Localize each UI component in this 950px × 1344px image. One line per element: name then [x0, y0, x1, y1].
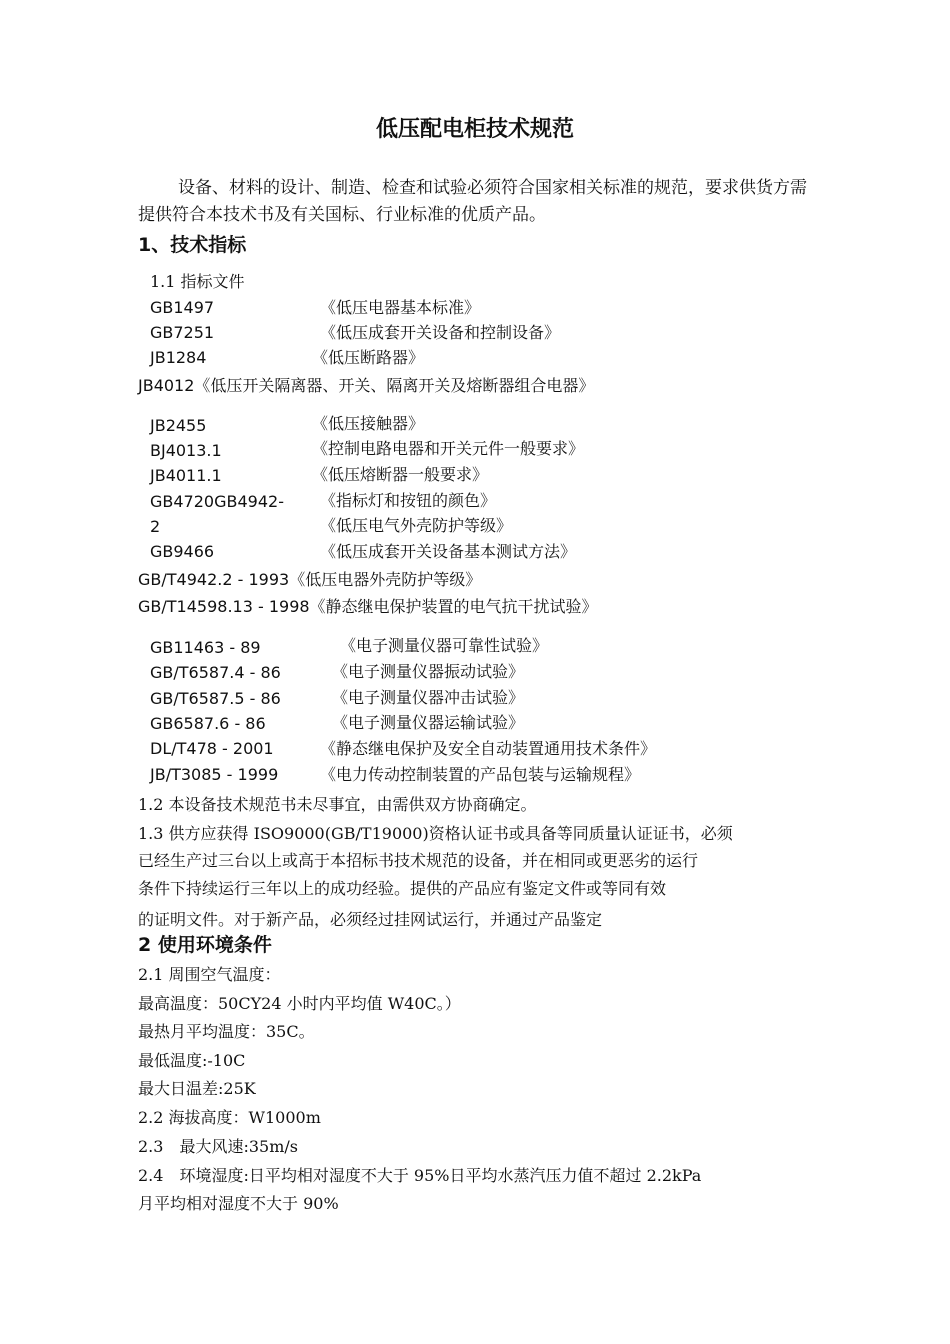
item-1-3-line: 的证明文件。对于新产品，必须经过挂网试运行，并通过产品鉴定 [138, 910, 603, 929]
standard-name: 《电子测量仪器冲击试验》 [332, 688, 525, 707]
standard-line: GB/T14598.13 - 1998《静态继电保护装置的电气抗干扰试验》 [138, 597, 598, 616]
standard-code: GB/T6587.4 - 86 [150, 663, 281, 682]
env-line: 2.2 海拔高度：W1000m [138, 1108, 321, 1127]
standard-code: GB9466 [150, 542, 215, 561]
section-1-heading: 1、技术指标 [138, 234, 247, 256]
section-2-heading: 2 使用环境条件 [138, 934, 272, 956]
document-title: 低压配电柜技术规范 [375, 117, 574, 142]
subsection-1-1: 1.1 指标文件 [150, 272, 245, 291]
env-line: 2.4 环境湿度:日平均相对湿度不大于 95%日平均水蒸汽压力值不超过 2.2kPa [138, 1166, 702, 1185]
standard-line: JB4012《低压开关隔离器、开关、隔离开关及熔断器组合电器》 [138, 376, 595, 395]
standard-name: 《低压熔断器一般要求》 [312, 465, 489, 484]
standard-code: JB2455 [150, 416, 207, 435]
item-1-2: 1.2 本设备技术规范书未尽事宜，由需供双方协商确定。 [138, 795, 537, 814]
env-line: 最热月平均温度：35C。 [138, 1022, 315, 1041]
standard-name: 《指标灯和按钮的颜色》 [320, 491, 497, 510]
standard-name: 《电子测量仪器振动试验》 [332, 662, 525, 681]
standard-name: 《低压成套开关设备和控制设备》 [320, 323, 561, 342]
standard-name: 《电子测量仪器运输试验》 [332, 713, 525, 732]
standard-name: 《电力传动控制装置的产品包装与运输规程》 [320, 765, 641, 784]
env-line: 2.3 最大风速:35m/s [138, 1137, 298, 1156]
env-line: 月平均相对湿度不大于 90% [138, 1194, 339, 1213]
standard-name: 《低压断路器》 [312, 348, 425, 367]
standard-name: 《低压成套开关设备基本测试方法》 [320, 542, 577, 561]
standard-name: 《低压电器基本标准》 [320, 298, 481, 317]
item-1-3-line: 已经生产过三台以上或高于本招标书技术规范的设备，并在相同或更恶劣的运行 [138, 851, 699, 870]
standard-code: GB11463 - 89 [150, 638, 261, 657]
standard-code: DL/T478 - 2001 [150, 739, 274, 758]
intro-paragraph: 设备、材料的设计、制造、检查和试验必须符合国家相关标准的规范，要求供货方需提供符合本技术书及有关国标、行业标准的优质产品。 [138, 178, 807, 225]
standard-code: GB/T6587.5 - 86 [150, 689, 281, 708]
standard-name: 《低压电气外壳防护等级》 [320, 516, 513, 535]
env-line: 最低温度:-10C [138, 1051, 246, 1070]
standard-code: GB6587.6 - 86 [150, 714, 266, 733]
env-line: 最高温度：50CY24 小时内平均值 W40C。） [138, 994, 461, 1013]
standard-code: GB4720GB4942- [150, 492, 284, 511]
standard-name: 《静态继电保护及安全自动装置通用技术条件》 [320, 739, 657, 758]
standard-code: JB/T3085 - 1999 [150, 765, 279, 784]
standard-line: GB/T4942.2 - 1993《低压电器外壳防护等级》 [138, 570, 482, 589]
standard-name: 《控制电路电器和开关元件一般要求》 [312, 439, 585, 458]
env-line: 2.1 周围空气温度： [138, 965, 281, 984]
standard-code: JB4011.1 [150, 466, 222, 485]
env-line: 最大日温差:25K [138, 1079, 256, 1098]
standard-code: 2 [150, 517, 161, 536]
item-1-3-line: 条件下持续运行三年以上的成功经验。提供的产品应有鉴定文件或等同有效 [138, 879, 667, 898]
standard-code: JB1284 [150, 348, 207, 367]
standard-code: GB1497 [150, 298, 215, 317]
item-1-3-line: 1.3 供方应获得 ISO9000(GB/T19000)资格认证书或具备等同质量认证证书，必须 [138, 824, 733, 843]
standard-code: GB7251 [150, 323, 215, 342]
standard-code: BJ4013.1 [150, 441, 222, 460]
standard-name: 《电子测量仪器可靠性试验》 [340, 636, 549, 655]
standard-name: 《低压接触器》 [312, 414, 425, 433]
